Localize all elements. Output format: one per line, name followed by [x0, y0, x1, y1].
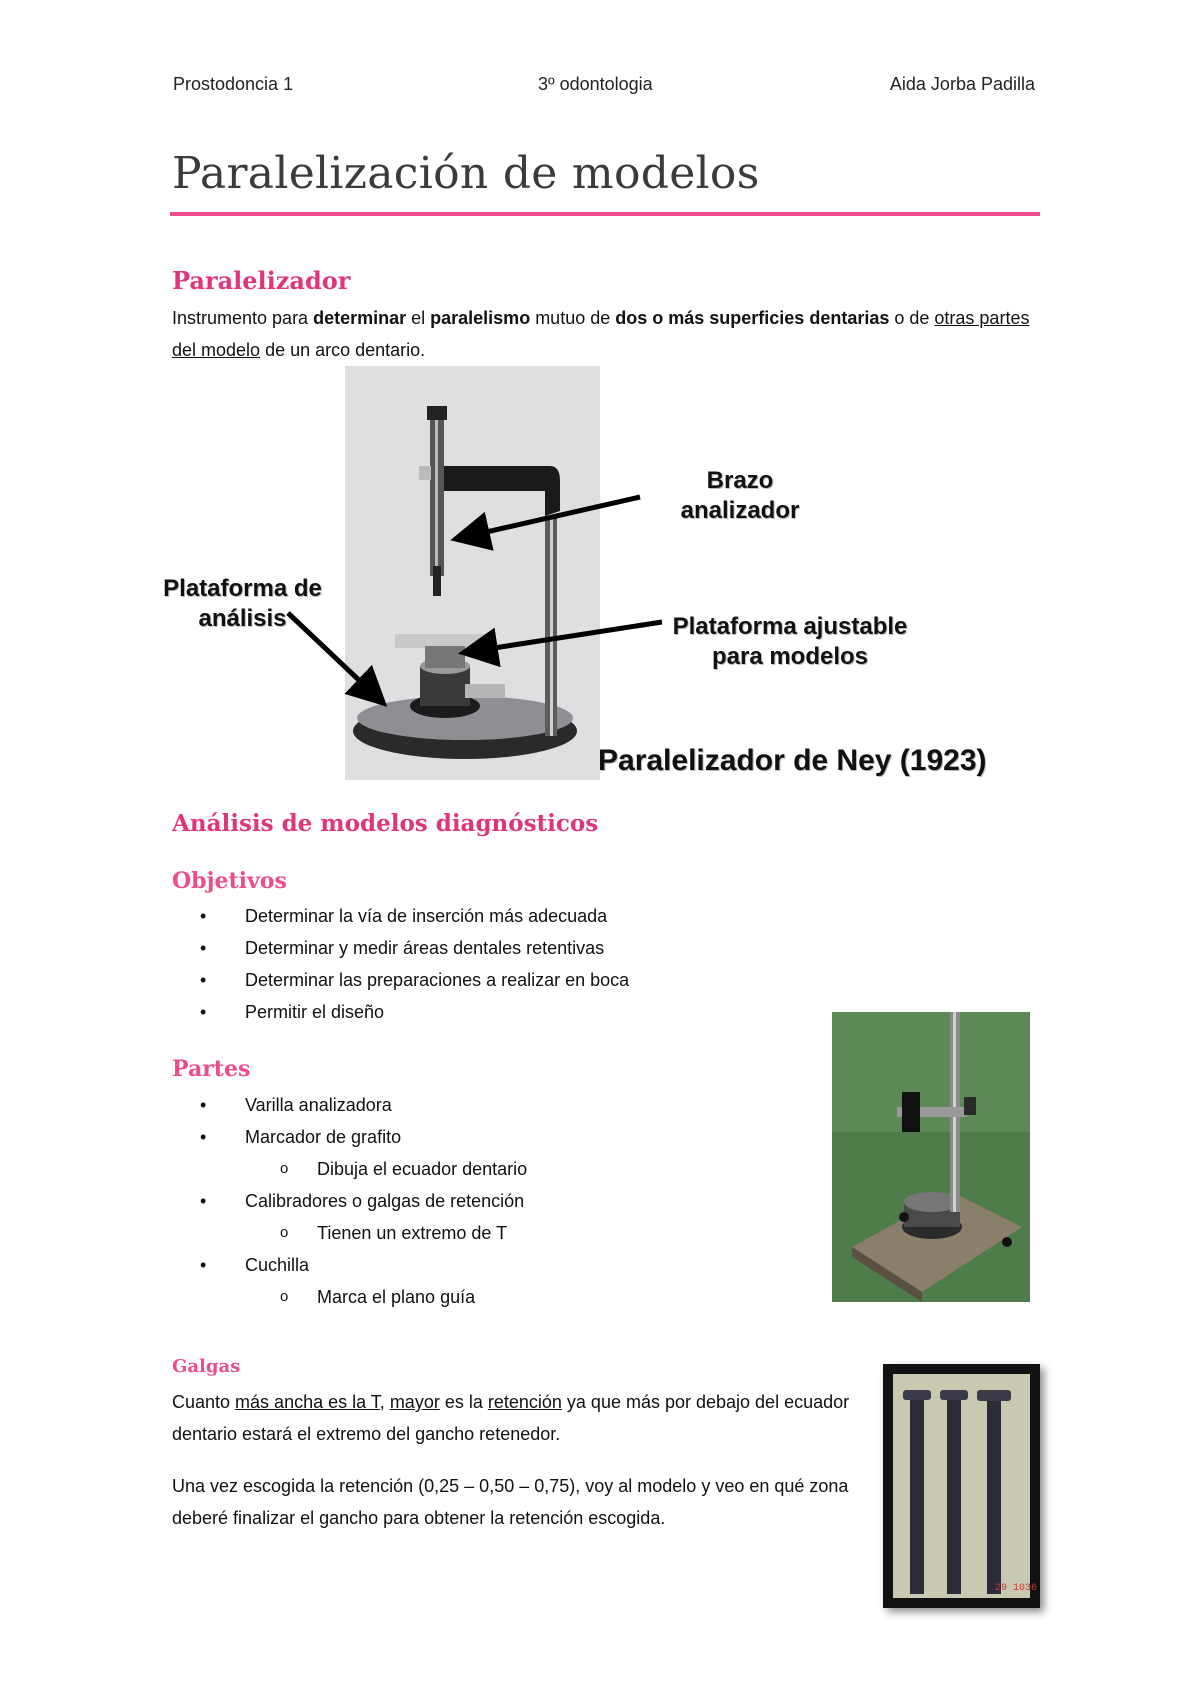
- subheading-objetivos: Objetivos: [172, 868, 287, 894]
- definition-paragraph: Instrumento para determinar el paralelismo mutuo de dos o más superficies dentarias o de otras partes del modelo de un arco dentario.: [172, 308, 1030, 360]
- bullet-icon: •: [200, 1127, 207, 1147]
- list-item: • Determinar y medir áreas dentales retentivas: [200, 932, 629, 964]
- sub-bullet-icon: o: [280, 1288, 289, 1305]
- sub-bullet-icon: o: [280, 1224, 289, 1241]
- bullet-icon: •: [200, 1191, 207, 1211]
- list-item: • Permitir el diseño: [200, 996, 629, 1028]
- figure-caption: Paralelizador de Ney (1923): [598, 744, 987, 777]
- list-subitem: o Tienen un extremo de T: [200, 1217, 527, 1249]
- bullet-icon: •: [200, 1095, 207, 1115]
- label-brazo-analizador: Brazo analizador: [680, 467, 800, 524]
- list-item: • Determinar la vía de inserción más adecuada: [200, 900, 629, 932]
- section-heading-paralelizador: Paralelizador: [172, 266, 351, 295]
- subheading-partes: Partes: [172, 1056, 251, 1082]
- bullet-icon: •: [200, 938, 207, 958]
- bullet-icon: •: [200, 1255, 207, 1275]
- gauges-photo: [883, 1364, 1040, 1608]
- label-plataforma-analisis: Plataforma de análisis: [163, 575, 322, 632]
- list-subitem: o Marca el plano guía: [200, 1281, 527, 1313]
- list-item: • Marcador de grafito: [200, 1121, 527, 1153]
- surveyor-green-photo: [832, 1012, 1030, 1302]
- galgas-paragraph-2: Una vez escogida la retención (0,25 – 0,50 – 0,75), voy al modelo y veo en qué zona deberé finalizar el gancho para obtener la retención escogida.: [172, 1476, 849, 1528]
- list-subitem: o Dibuja el ecuador dentario: [200, 1153, 527, 1185]
- header-course: Prostodoncia 1: [173, 74, 294, 94]
- section-heading-analisis: Análisis de modelos diagnósticos: [172, 810, 599, 837]
- objetivos-list: [200, 900, 629, 1028]
- list-item: • Cuchilla: [200, 1249, 527, 1281]
- sub-bullet-icon: o: [280, 1160, 289, 1177]
- list-item: • Varilla analizadora: [200, 1089, 527, 1121]
- list-item: • Calibradores o galgas de retención: [200, 1185, 527, 1217]
- subheading-galgas: Galgas: [172, 1356, 241, 1377]
- header-author: Aida Jorba Padilla: [889, 74, 1035, 94]
- bullet-icon: •: [200, 906, 207, 926]
- label-plataforma-ajustable: Plataforma ajustable para modelos: [672, 613, 908, 670]
- partes-list: [200, 1089, 527, 1313]
- galgas-paragraph-1: Cuanto más ancha es la T, mayor es la retención ya que más por debajo del ecuador dentario estará el extremo del gancho retenedor.: [172, 1392, 850, 1444]
- photo-date-stamp: 29 1036: [995, 1583, 1038, 1594]
- page-title: Paralelización de modelos: [172, 148, 760, 199]
- list-item: • Determinar las preparaciones a realizar en boca: [200, 964, 629, 996]
- bullet-icon: •: [200, 1002, 207, 1022]
- header-year: 3º odontologia: [538, 74, 653, 94]
- bullet-icon: •: [200, 970, 207, 990]
